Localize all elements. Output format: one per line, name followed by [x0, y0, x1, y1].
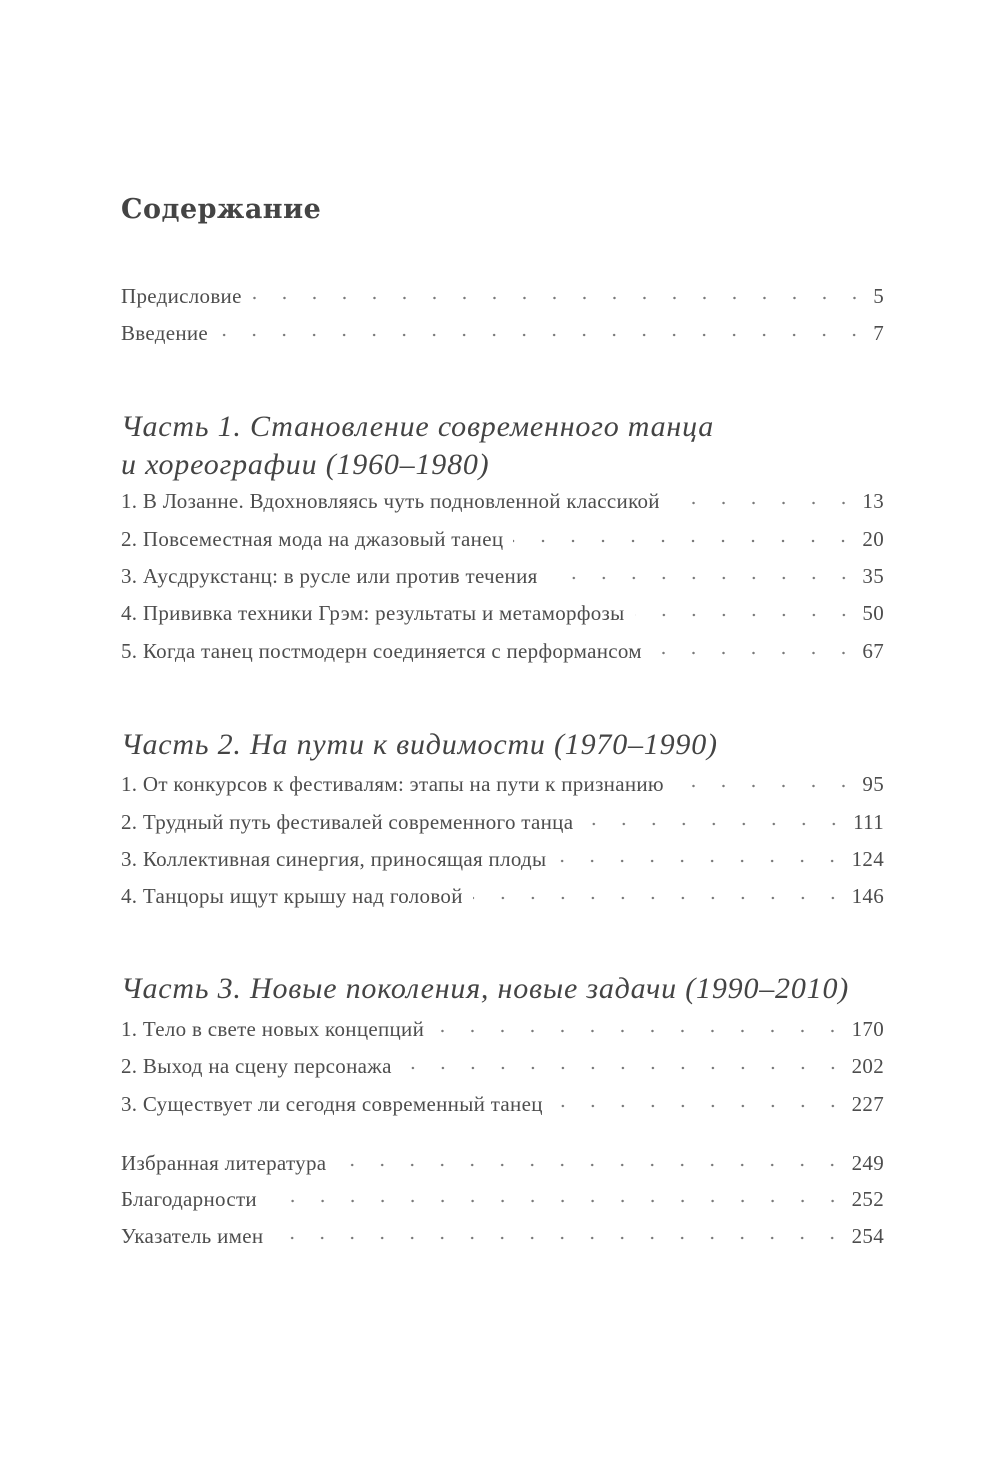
dot-leader: [513, 539, 858, 543]
toc-entry-page: 20: [862, 527, 884, 551]
toc-entry-page: 111: [853, 810, 884, 834]
toc-entry-chapter[interactable]: [121, 884, 884, 914]
toc-entry-chapter[interactable]: [121, 1017, 884, 1047]
toc-entry-label: 1. Тело в свете новых концепций: [121, 1017, 425, 1041]
toc-entry-label: 2. Повсеместная мода на джазовый танец: [121, 527, 504, 551]
toc-entry-label: 2. Трудный путь фестивалей современного танца: [121, 810, 574, 834]
toc-entry-page: 170: [851, 1017, 884, 1041]
toc-entry-label: Указатель имен: [121, 1224, 264, 1248]
toc-entry-chapter[interactable]: [121, 564, 884, 594]
toc-entry-chapter[interactable]: [121, 601, 884, 631]
toc-entry-label: Избранная литература: [121, 1151, 327, 1175]
toc-entry-label: Предисловие: [121, 284, 242, 308]
toc-entry-label: 1. В Лозанне. Вдохновляясь чуть подновленной классикой: [121, 489, 660, 513]
toc-entry-chapter[interactable]: [121, 810, 884, 840]
toc-entry-page: 124: [851, 847, 884, 871]
toc-entry-page: 146: [851, 884, 884, 908]
dot-leader: [252, 296, 869, 300]
toc-entry-page: 13: [862, 489, 884, 513]
toc-entry-label: 3. Существует ли сегодня современный танец: [121, 1092, 543, 1116]
toc-entry-page: 249: [851, 1151, 884, 1175]
page-title: Содержание: [121, 194, 322, 225]
toc-entry-chapter[interactable]: [121, 1092, 884, 1122]
toc-entry-page: 202: [851, 1054, 884, 1078]
dot-leader: [548, 576, 859, 580]
dot-leader: [473, 896, 848, 900]
toc-entry-page: 35: [862, 564, 884, 588]
toc-entry-preface[interactable]: [121, 284, 884, 314]
part-heading-line: Часть 2. На пути к видимости (1970–1990): [121, 728, 718, 761]
toc-entry-page: 95: [862, 772, 884, 796]
dot-leader: [674, 784, 858, 788]
toc-entry-label: Благодарности: [121, 1187, 257, 1211]
part-3-heading: [121, 970, 849, 1008]
toc-entry-page: 254: [851, 1224, 884, 1248]
dot-leader: [434, 1029, 847, 1033]
part-heading-line: Часть 3. Новые поколения, новые задачи (1990–2010): [121, 972, 850, 1005]
toc-entry-label: 5. Когда танец постмодерн соединяется с перформансом: [121, 639, 642, 663]
dot-leader: [583, 822, 849, 826]
dot-leader: [267, 1199, 848, 1203]
toc-entry-chapter[interactable]: [121, 1054, 884, 1084]
dot-leader: [218, 333, 869, 337]
toc-entry-acknowledgements[interactable]: [121, 1187, 884, 1217]
part-1-heading: [121, 408, 714, 484]
dot-leader: [402, 1066, 848, 1070]
toc-entry-label: Введение: [121, 321, 209, 345]
toc-entry-introduction[interactable]: [121, 321, 884, 351]
dot-leader: [553, 1104, 848, 1108]
toc-entry-chapter[interactable]: [121, 772, 884, 802]
toc-entry-page: 7: [873, 321, 884, 345]
toc-entry-label: 3. Аусдрукстанц: в русле или против течения: [121, 564, 538, 588]
toc-entry-page: 252: [851, 1187, 884, 1211]
dot-leader: [635, 613, 859, 617]
toc-entry-label: 4. Танцоры ищут крышу над головой: [121, 884, 463, 908]
dot-leader: [336, 1163, 847, 1167]
toc-entry-label: 1. От конкурсов к фестивалям: этапы на пути к признанию: [121, 772, 664, 796]
toc-entry-name-index[interactable]: [121, 1224, 884, 1254]
dot-leader: [670, 501, 859, 505]
dot-leader: [556, 859, 847, 863]
toc-entry-page: 50: [862, 601, 884, 625]
part-heading-line: и хореографии (1960–1980): [121, 448, 490, 481]
toc-entry-chapter[interactable]: [121, 527, 884, 557]
dot-leader: [273, 1236, 847, 1240]
toc-entry-chapter[interactable]: [121, 489, 884, 519]
toc-entry-bibliography[interactable]: [121, 1151, 884, 1181]
toc-entry-label: 3. Коллективная синергия, приносящая плоды: [121, 847, 547, 871]
toc-entry-label: 2. Выход на сцену персонажа: [121, 1054, 392, 1078]
part-2-heading: [121, 726, 718, 764]
toc-entry-page: 227: [851, 1092, 884, 1116]
toc-entry-page: 5: [873, 284, 884, 308]
toc-entry-chapter[interactable]: [121, 639, 884, 669]
part-heading-line: Часть 1. Становление современного танца: [121, 410, 715, 443]
toc-entry-chapter[interactable]: [121, 847, 884, 877]
dot-leader: [652, 651, 859, 655]
toc-entry-page: 67: [862, 639, 884, 663]
toc-entry-label: 4. Прививка техники Грэм: результаты и метаморфозы: [121, 601, 625, 625]
